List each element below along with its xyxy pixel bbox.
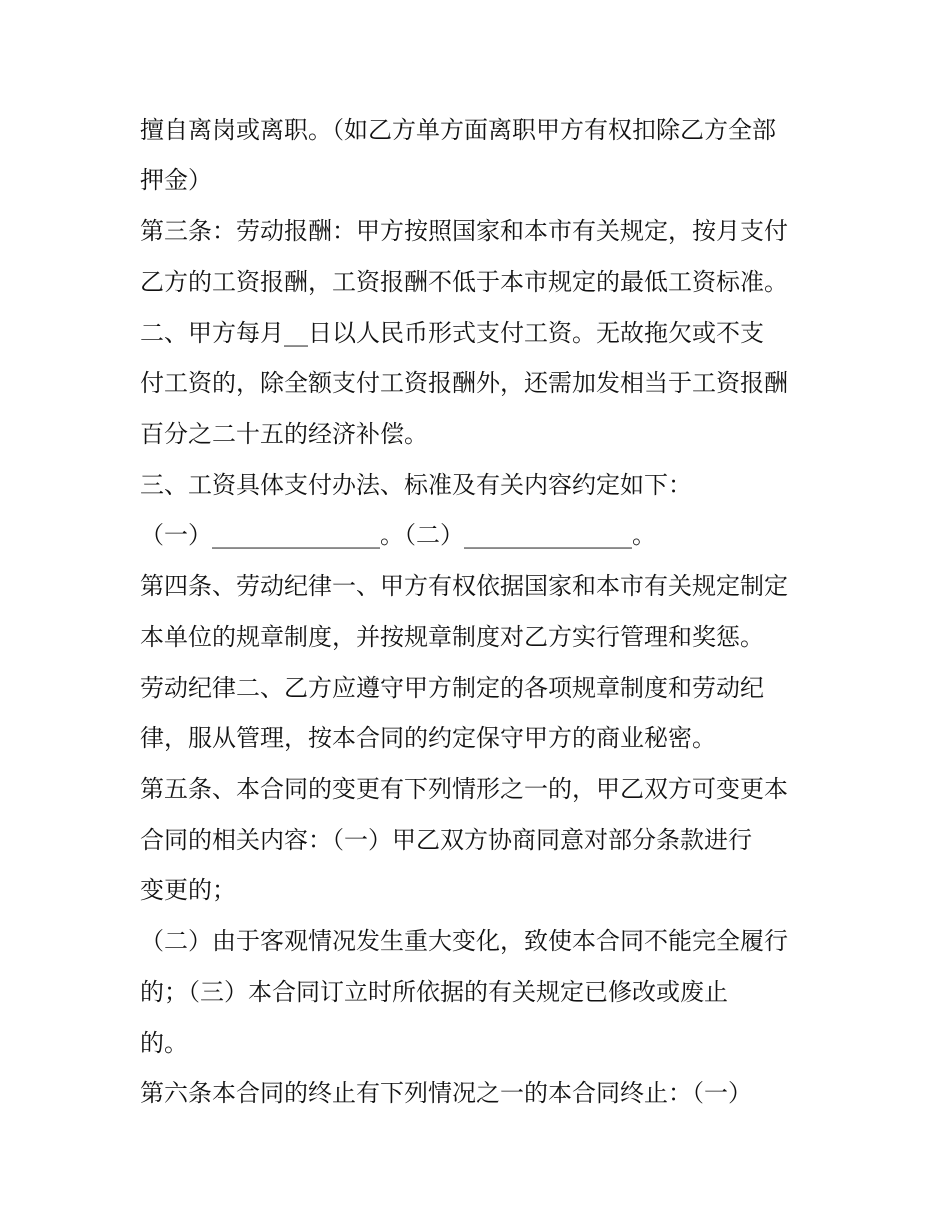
- text-line: 押金）: [140, 166, 212, 194]
- text-line: 变更的；: [140, 876, 236, 904]
- text-line: 第五条、本合同的变更有下列情形之一的，甲乙双方可变更本: [140, 775, 788, 803]
- text-line: 的。: [140, 1029, 188, 1057]
- text-line: 付工资的，除全额支付工资报酬外，还需加发相当于工资报酬: [140, 369, 788, 397]
- text-line: 劳动纪律二、乙方应遵守甲方制定的各项规章制度和劳动纪: [140, 674, 764, 702]
- text-line: 三、工资具体支付办法、标准及有关内容约定如下：: [140, 471, 692, 499]
- text-line: 第四条、劳动纪律一、甲方有权依据国家和本市有关规定制定: [140, 572, 788, 600]
- text-line: 第三条：劳动报酬：甲方按照国家和本市有关规定，按月支付: [140, 217, 788, 245]
- text-line: 律，服从管理，按本合同的约定保守甲方的商业秘密。: [140, 724, 716, 752]
- text-line: 合同的相关内容：（一）甲乙双方协商同意对部分条款进行: [140, 826, 752, 854]
- text-line: 本单位的规章制度，并按规章制度对乙方实行管理和奖惩。: [140, 623, 764, 651]
- text-line: （一）______________。（二）______________。: [140, 521, 656, 549]
- text-line: 的；（三）本合同订立时所依据的有关规定已修改或废止: [140, 978, 728, 1006]
- text-line: 百分之二十五的经济补偿。: [140, 420, 428, 448]
- text-line: 乙方的工资报酬，工资报酬不低于本市规定的最低工资标准。: [140, 268, 788, 296]
- text-line: 擅自离岗或离职。（如乙方单方面离职甲方有权扣除乙方全部: [140, 116, 776, 144]
- text-line: 第六条本合同的终止有下列情况之一的本合同终止：（一）: [140, 1079, 752, 1107]
- text-line: 二、甲方每月__日以人民币形式支付工资。无故拖欠或不支: [140, 319, 764, 347]
- text-line: （二）由于客观情况发生重大变化，致使本合同不能完全履行: [140, 927, 788, 955]
